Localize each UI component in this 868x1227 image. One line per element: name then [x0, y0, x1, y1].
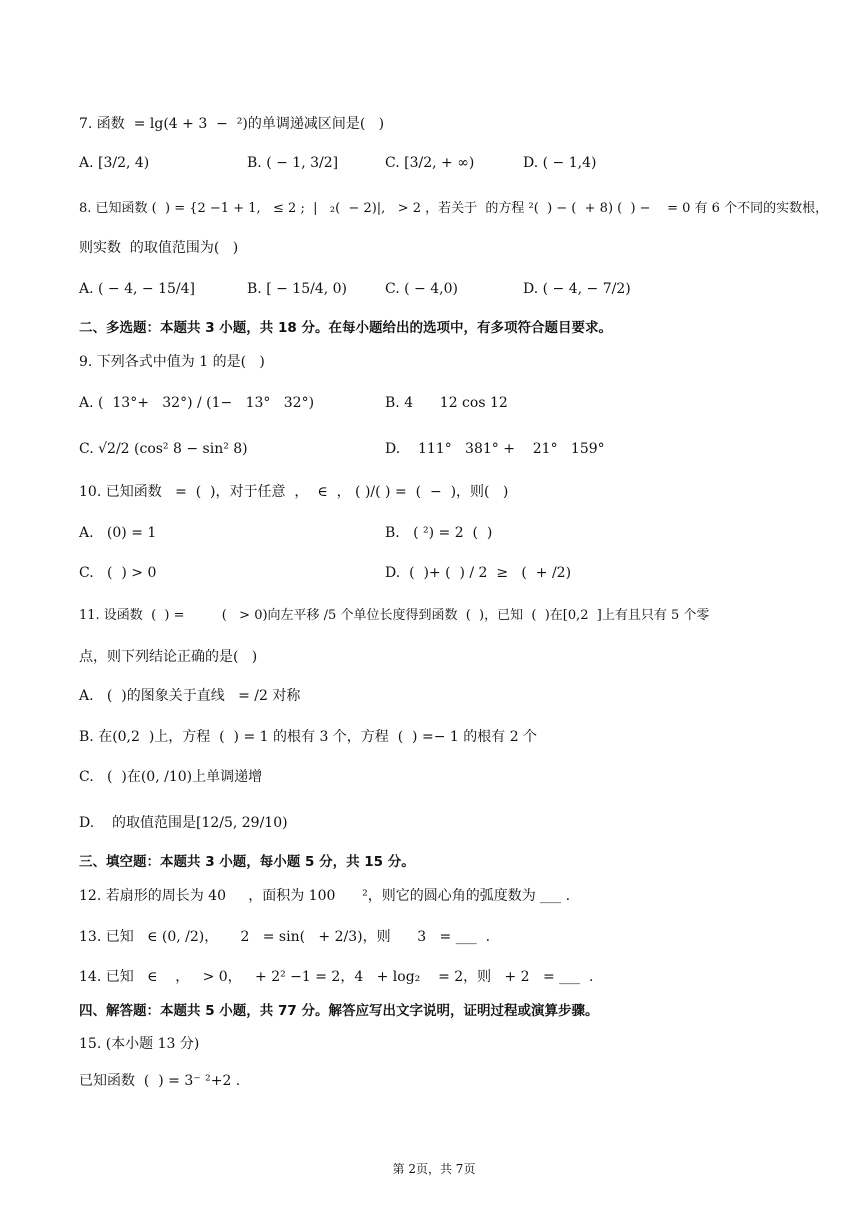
- q8-option-b: B. [ − 15/4, 0): [247, 281, 347, 297]
- q10-stem: 10. 已知函数 = ( )，对于任意 ， ∈ ， ( )/( ) = ( − )，则( ): [79, 484, 509, 500]
- q8-stem-continued: 则实数 的取值范围为( ): [79, 240, 239, 256]
- q13-stem: 13. 已知 ∈ (0, /2)， 2 = sin( + 2/3)，则 3 = ___ .: [79, 929, 491, 945]
- section-heading-answer: 四、解答题：本题共 5 小题，共 77 分。解答应写出文字说明，证明过程或演算步骤。: [79, 1003, 599, 1019]
- q7-stem: 7. 函数 = lg(4 + 3 − ²)的单调递减区间是( ): [79, 116, 385, 132]
- q9-option-b: B. 4 12 cos 12: [385, 395, 508, 411]
- page-footer: 第 2页，共 7页: [392, 1162, 476, 1176]
- q12-stem: 12. 若扇形的周长为 40 ，面积为 100 ²，则它的圆心角的弧度数为 ___ .: [79, 888, 571, 904]
- q7-option-c: C. [3/2, + ∞): [385, 155, 475, 171]
- q10-option-b: B. ( ²) = 2 ( ): [385, 525, 493, 541]
- q9-option-c: C. √2/2 (cos² 8 − sin² 8): [79, 441, 248, 457]
- q10-option-c: C. ( ) > 0: [79, 565, 157, 581]
- q11-stem: 11. 设函数 ( ) = ( > 0)向左平移 /5 个单位长度得到函数 ( )，已知 ( )在[0,2 ]上有且只有 5 个零: [79, 608, 710, 623]
- q10-option-d: D. ( )+ ( ) / 2 ≥ ( + /2): [385, 565, 572, 581]
- section-heading-multiple-choice: 二、多选题：本题共 3 小题，共 18 分。在每小题给出的选项中，有多项符合题目要求。: [79, 320, 612, 336]
- q7-option-a: A. [3/2, 4): [79, 155, 150, 171]
- q8-option-a: A. ( − 4, − 15/4]: [79, 281, 195, 297]
- q9-stem: 9. 下列各式中值为 1 的是( ): [79, 354, 265, 370]
- q11-option-a: A. ( )的图象关于直线 = /2 对称: [79, 688, 301, 704]
- q9-option-d: D. 111° 381° + 21° 159°: [385, 441, 605, 457]
- q10-option-a: A. (0) = 1: [79, 525, 157, 541]
- q14-stem: 14. 已知 ∈ ， > 0， + 2² −1 = 2，4 + log₂ = 2，则 + 2 = ___ .: [79, 969, 594, 985]
- q8-option-d: D. ( − 4, − 7/2): [523, 281, 631, 297]
- q11-option-c: C. ( )在(0, /10)上单调递增: [79, 769, 263, 785]
- q8-stem: 8. 已知函数 ( ) = {2 −1 + 1, ≤ 2 ; | ₂( − 2)|, > 2 ，若关于 的方程 ²( ) − ( + 8) ( ) − = 0 有 6 个不同的实数根，: [79, 201, 829, 216]
- q9-option-a: A. ( 13°+ 32°) / (1− 13° 32°): [79, 395, 315, 411]
- q11-option-d: D. 的取值范围是[12/5, 29/10): [79, 815, 288, 831]
- q8-option-c: C. ( − 4,0): [385, 281, 458, 297]
- q7-option-d: D. ( − 1,4): [523, 155, 597, 171]
- q15-stem: 已知函数 ( ) = 3⁻ ²+2 .: [79, 1073, 241, 1089]
- section-heading-fill-in: 三、填空题：本题共 3 小题，每小题 5 分，共 15 分。: [79, 854, 415, 870]
- q11-option-b: B. 在(0,2 )上，方程 ( ) = 1 的根有 3 个，方程 ( ) =− 1 的根有 2 个: [79, 729, 538, 745]
- q7-option-b: B. ( − 1, 3/2]: [247, 155, 339, 171]
- q11-stem-continued: 点，则下列结论正确的是( ): [79, 649, 258, 665]
- q15-title: 15. (本小题 13 分): [79, 1036, 200, 1052]
